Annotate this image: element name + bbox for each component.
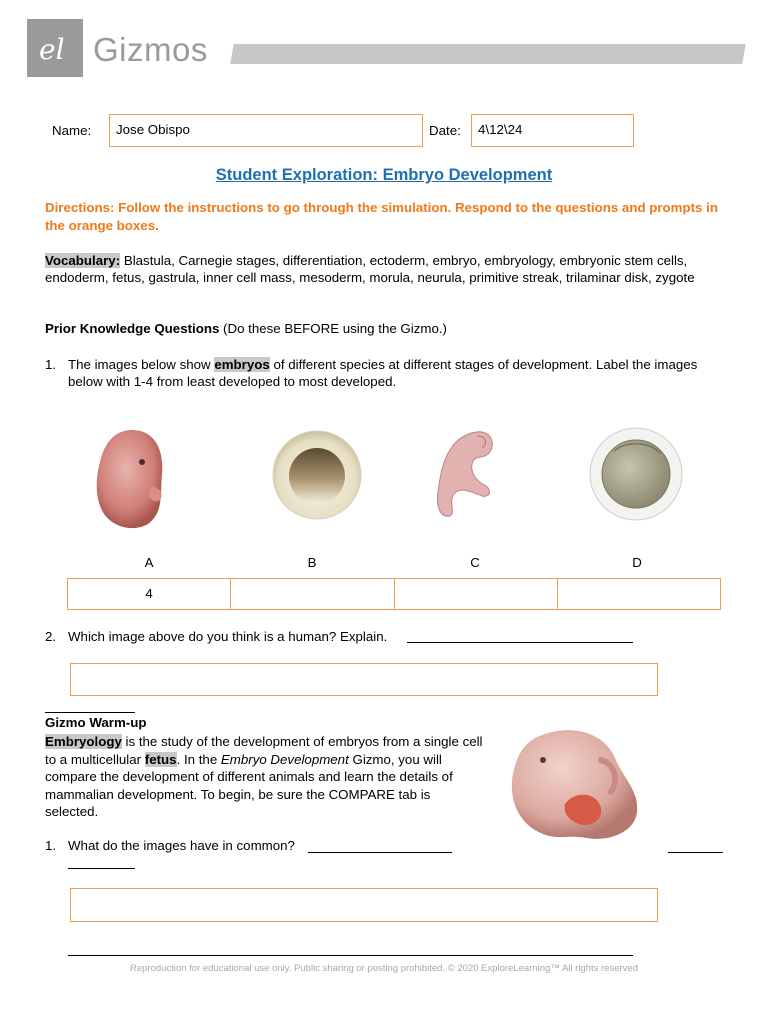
svg-text:el: el — [39, 33, 65, 66]
image-label-c: C — [470, 555, 480, 570]
q2-answer-line — [407, 642, 633, 643]
ranking-answer-table — [67, 578, 721, 610]
answer-cell-c[interactable] — [395, 579, 558, 609]
fetus-highlight: fetus — [144, 751, 177, 767]
prior-heading: Prior Knowledge Questions — [45, 321, 220, 336]
header-bar — [230, 44, 746, 64]
answer-cell-d[interactable] — [558, 579, 720, 609]
vocabulary-terms: Blastula, Carnegie stages, differentiation, ectoderm, embryo, embryology, embryonic stem cells, endoderm, fetus, gastrula, inner cell mass, mesoderm, morula, neurula, primitive streak, trilaminar disk, zygote — [45, 253, 695, 285]
answer-cell-a[interactable]: 4 — [68, 579, 231, 609]
question-number: 2. — [45, 629, 57, 644]
warmup-heading: Gizmo Warm-up — [45, 715, 147, 730]
embryo-image-a — [92, 424, 172, 534]
name-label: Name: — [52, 123, 92, 138]
q2-answer-box[interactable] — [70, 663, 658, 696]
question-text: Which image above do you think is a human? Explain. — [68, 629, 388, 644]
el-logo-icon — [27, 19, 83, 77]
question-number: 1. — [45, 357, 57, 372]
bottom-answer-line — [68, 955, 633, 956]
footer-copyright: Reproduction for educational use only. Public sharing or posting prohibited. © 2020 ExploreLearning™ All rights reserved — [130, 963, 638, 974]
question-text: What do the images have in common? — [68, 838, 295, 853]
image-label-b: B — [307, 555, 317, 570]
prior-note: (Do these BEFORE using the Gizmo.) — [219, 321, 447, 336]
question-1 — [0, 356, 768, 396]
directions: Directions: Follow the instructions to go through the simulation. Respond to the questions and prompts in the orange boxes. — [45, 200, 718, 233]
embryo-image-b — [272, 430, 362, 520]
embryology-highlight: Embryology — [45, 734, 122, 749]
answer-cell-b[interactable] — [231, 579, 394, 609]
name-field[interactable]: Jose Obispo — [109, 114, 423, 147]
embryo-image-c — [432, 426, 502, 518]
date-field[interactable]: 4\12\24 — [471, 114, 634, 147]
vocabulary — [45, 252, 735, 286]
embryos-highlight: embryos — [214, 357, 270, 372]
warmup-text: Embryology is the study of the development of embryos from a single cell to a multicellular fetus. In the Embryo Development Gizmo, you will compare the development of different animals and learn the details of mammalian development. To begin, be sure the COMPARE tab is selected. — [45, 734, 483, 819]
wq1-answer-box[interactable] — [70, 888, 658, 922]
wq1-answer-line — [308, 852, 452, 853]
question-number: 1. — [45, 838, 57, 853]
image-label-d: D — [632, 555, 642, 570]
vocabulary-label: Vocabulary: — [45, 253, 121, 268]
question-text: The images below show embryos of different species at different stages of development. Label the images below with 1-4 from least developed to most developed. — [68, 357, 698, 389]
wq1-answer-line-wrap — [68, 868, 135, 869]
section-divider — [45, 712, 135, 713]
date-label: Date: — [429, 123, 461, 138]
gizmo-name: Embryo Development — [220, 751, 349, 767]
page-title: Student Exploration: Embryo Development — [215, 166, 553, 184]
embryo-image-d — [588, 427, 684, 521]
question-2 — [0, 628, 768, 646]
embryo-illustration — [505, 724, 645, 844]
prior-knowledge-heading — [45, 321, 447, 336]
image-label-a: A — [144, 555, 154, 570]
wq1-answer-line-end — [668, 852, 723, 853]
brand-name: Gizmos — [93, 31, 208, 68]
